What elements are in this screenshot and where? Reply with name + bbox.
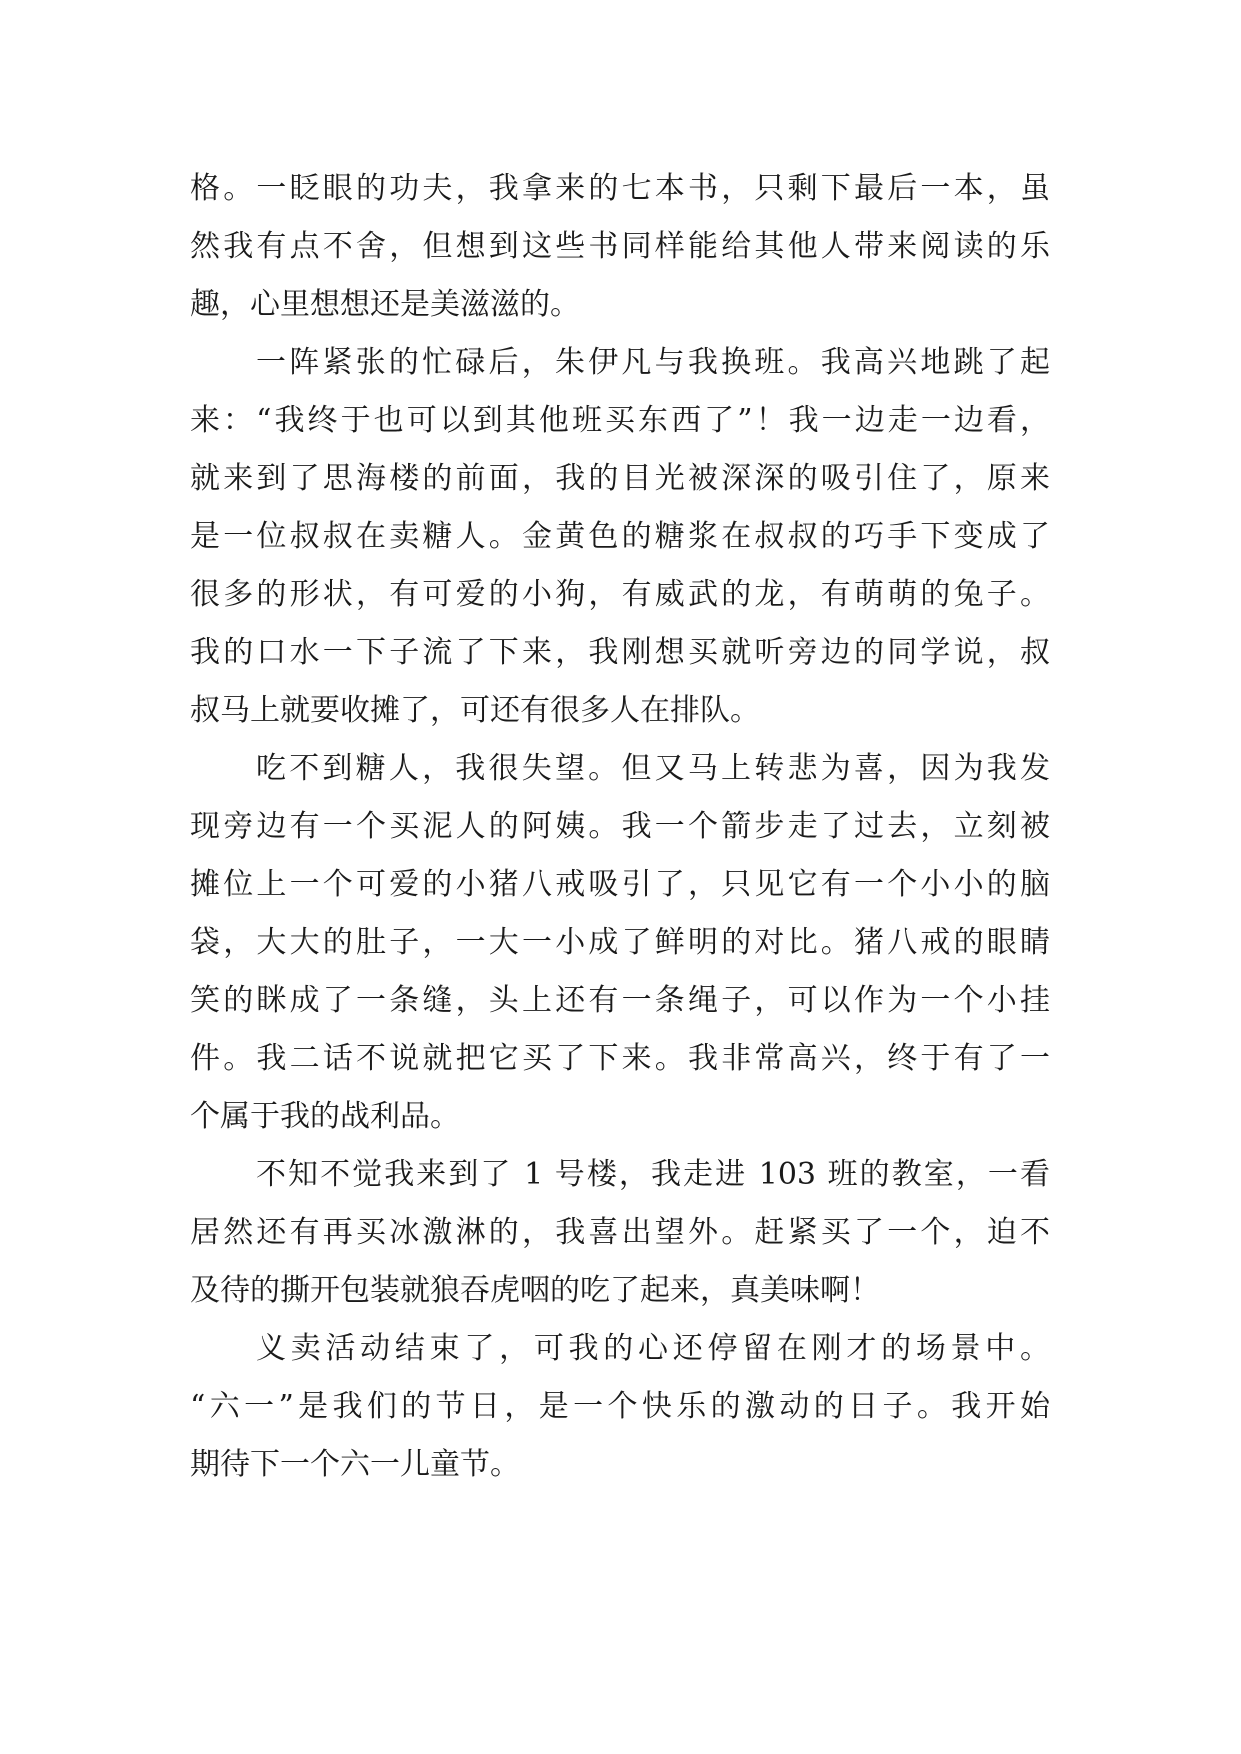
text-line: 来：“我终于也可以到其他班买东西了”！我一边走一边看， bbox=[190, 403, 1050, 438]
text-line: 吃不到糖人，我很失望。但又马上转悲为喜，因为我发 bbox=[256, 751, 1050, 786]
text-line: 趣，心里想想还是美滋滋的。 bbox=[190, 287, 580, 322]
text-line: 就来到了思海楼的前面，我的目光被深深的吸引住了，原来 bbox=[190, 461, 1050, 496]
text-line: 及待的撕开包装就狼吞虎咽的吃了起来，真美味啊！ bbox=[190, 1273, 880, 1308]
essay-body bbox=[190, 160, 1050, 1494]
text-line: 叔马上就要收摊了，可还有很多人在排队。 bbox=[190, 693, 760, 728]
text-line: 摊位上一个可爱的小猪八戒吸引了，只见它有一个小小的脑 bbox=[190, 867, 1050, 902]
text-line: 现旁边有一个买泥人的阿姨。我一个箭步走了过去，立刻被 bbox=[190, 809, 1050, 844]
text-line: 格。一眨眼的功夫，我拿来的七本书，只剩下最后一本，虽 bbox=[190, 171, 1050, 206]
text-line: 是一位叔叔在卖糖人。金黄色的糖浆在叔叔的巧手下变成了 bbox=[190, 519, 1050, 554]
text-line: 个属于我的战利品。 bbox=[190, 1099, 460, 1134]
text-line: 期待下一个六一儿童节。 bbox=[190, 1447, 520, 1482]
text-line: 义卖活动结束了，可我的心还停留在刚才的场景中。 bbox=[256, 1331, 1050, 1366]
text-line: 笑的眯成了一条缝，头上还有一条绳子，可以作为一个小挂 bbox=[190, 983, 1050, 1018]
text-line: 件。我二话不说就把它买了下来。我非常高兴，终于有了一 bbox=[190, 1041, 1050, 1076]
text-line: 很多的形状，有可爱的小狗，有威武的龙，有萌萌的兔子。 bbox=[190, 577, 1050, 612]
text-line: 不知不觉我来到了 1 号楼，我走进 103 班的教室，一看 bbox=[256, 1157, 1050, 1192]
paragraph bbox=[190, 1320, 1050, 1494]
text-line: 然我有点不舍，但想到这些书同样能给其他人带来阅读的乐 bbox=[190, 229, 1050, 264]
text-line: 一阵紧张的忙碌后，朱伊凡与我换班。我高兴地跳了起 bbox=[256, 345, 1050, 380]
paragraph bbox=[190, 334, 1050, 740]
text-line: “六一”是我们的节日，是一个快乐的激动的日子。我开始 bbox=[190, 1389, 1050, 1424]
text-line: 居然还有再买冰激淋的，我喜出望外。赶紧买了一个，迫不 bbox=[190, 1215, 1050, 1250]
paragraph bbox=[190, 740, 1050, 1146]
text-line: 我的口水一下子流了下来，我刚想买就听旁边的同学说，叔 bbox=[190, 635, 1050, 670]
text-line: 袋，大大的肚子，一大一小成了鲜明的对比。猪八戒的眼睛 bbox=[190, 925, 1050, 960]
paragraph bbox=[190, 1146, 1050, 1320]
paragraph bbox=[190, 160, 1050, 334]
